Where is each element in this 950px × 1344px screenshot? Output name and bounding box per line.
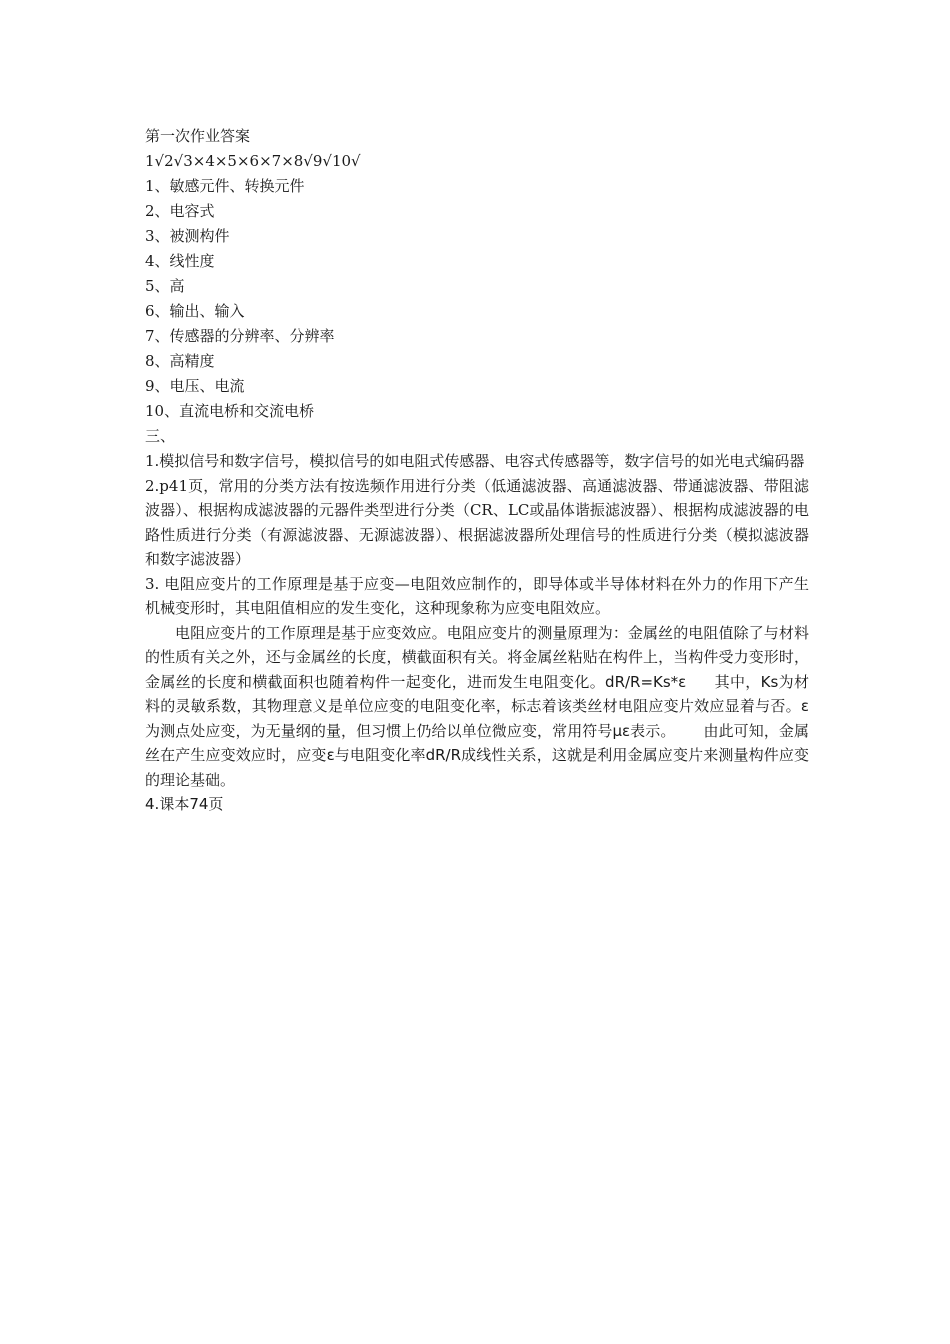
dr-r-symbol: dR/R bbox=[425, 746, 461, 764]
answer-4-number: 4. bbox=[145, 795, 160, 813]
judgement-answers: 1√2√3×4×5×6×7×8√9√10√ bbox=[145, 152, 361, 170]
formula-explanation-3: 为测点处应变，为无量纲的量，但习惯上仍给以单位微应变，常用符号 bbox=[145, 721, 613, 740]
fill-blank-list bbox=[145, 174, 809, 424]
answer-4-suffix: 页 bbox=[208, 795, 224, 813]
answer-3-paragraph-1: 3. 电阻应变片的工作原理是基于应变—电阻效应制作的，即导体或半导体材料在外力的作用下产生机械变形时，其电阻值相应的发生变化，这种现象称为应变电阻效应。 bbox=[145, 574, 809, 617]
fill-blank-item: 1、敏感元件、转换元件 bbox=[145, 177, 305, 195]
answer-1: 1.模拟信号和数字信号，模拟信号的如电阻式传感器、电容式传感器等，数字信号的如光电式编码器 bbox=[145, 452, 805, 470]
fill-blank-item: 9、电压、电流 bbox=[145, 377, 245, 395]
fill-blank-item: 3、被测构件 bbox=[145, 227, 230, 245]
fill-blank-item: 10、直流电桥和交流电桥 bbox=[145, 402, 315, 420]
fill-blank-item: 5、高 bbox=[145, 277, 185, 295]
formula-explanation-5: 由此可知，金属丝在产生应变效应时，应变 bbox=[145, 721, 809, 764]
formula-explanation-4: 表示。 bbox=[630, 721, 676, 740]
strain-formula: dR/R=Ks*ε bbox=[605, 672, 687, 691]
answer-4-text: 课本 bbox=[159, 795, 190, 813]
answer-3-paragraph-2 bbox=[145, 621, 809, 793]
fill-blank-item: 4、线性度 bbox=[145, 252, 215, 270]
fill-blank-item: 7、传感器的分辨率、分辨率 bbox=[145, 327, 335, 345]
epsilon-symbol: ε bbox=[326, 746, 335, 764]
formula-explanation-2: 为材料的灵敏系数，其物理意义是单位应变的电阻变化率，标志着该类丝材电阻应变片效应显着与否。 bbox=[145, 672, 809, 715]
epsilon-symbol: ε bbox=[800, 697, 809, 715]
formula-explanation-1: 其中， bbox=[714, 672, 761, 691]
answer-4-page-number: 74 bbox=[189, 795, 209, 813]
fill-blank-item: 8、高精度 bbox=[145, 352, 215, 370]
fill-blank-item: 2、电容式 bbox=[145, 202, 215, 220]
answer-3-paragraph-2-text: 电阻应变片的工作原理是基于应变效应。电阻应变片的测量原理为：金属丝的电阻值除了与材料的性质有关之外，还与金属丝的长度，横截面积有关。将金属丝粘贴在构件上，当构件受力变形时，金属丝的长度和横截面积也随着构件一起变化，进而发生电阻变化。 bbox=[145, 623, 809, 691]
fill-blank-item: 6、输出、输入 bbox=[145, 302, 245, 320]
answer-2: 2.p41页，常用的分类方法有按选频作用进行分类（低通滤波器、高通滤波器、带通滤波器、带阻滤波器）、根据构成滤波器的元器件类型进行分类（CR、LC或晶体谐振滤波器）、根据构成滤波器的电路性质进行分类（有源滤波器、无源滤波器）、根据滤波器所处理信号的性质进行分类（模拟滤波器和数字滤波器） bbox=[145, 476, 809, 568]
document-page bbox=[145, 124, 809, 817]
answer-4 bbox=[145, 792, 809, 817]
section-heading-three: 三、 bbox=[145, 427, 176, 445]
formula-explanation-6: 与电阻变化率 bbox=[334, 746, 426, 764]
ks-symbol: Ks bbox=[760, 672, 779, 691]
document-title: 第一次作业答案 bbox=[145, 127, 251, 145]
formula-explanation-7: 成线性关系，这就是利用金属应变片来测量构件应变的理论基础。 bbox=[145, 746, 809, 789]
micro-strain-symbol: με bbox=[612, 721, 631, 740]
